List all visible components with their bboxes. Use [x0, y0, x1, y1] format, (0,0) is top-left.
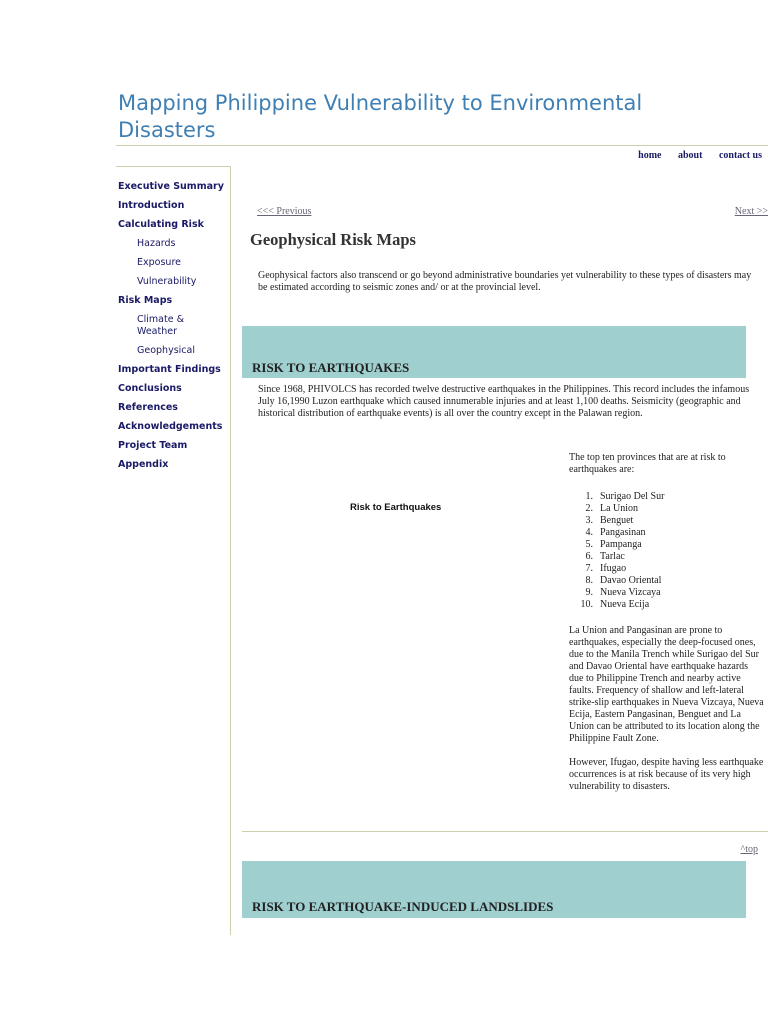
next-page-link[interactable]: Next >>	[734, 206, 768, 217]
nav-home-link[interactable]: home	[638, 150, 662, 161]
sidebar-item-hazards[interactable]: Hazards	[137, 238, 176, 249]
section-header-earthquakes	[242, 326, 746, 378]
sidebar-item-references[interactable]: References	[118, 402, 178, 413]
list-item: 1. Surigao Del Sur	[585, 491, 665, 502]
list-item: 6. Tarlac	[585, 551, 625, 562]
list-item: 2. La Union	[585, 503, 639, 514]
list-item: 3. Benguet	[585, 515, 634, 526]
list-item: 10. Nueva Ecija	[580, 599, 650, 610]
fault-paragraph: La Union and Pangasinan are prone to earthquakes, especially the deep-focused ones, due to the Manila Trench while Surigao del Sur and Davao Oriental have earthquake hazards due to Philippine Trench and nearby active faults. Frequency of shallow and left-lateral strike-slip earthquakes in Nueva Vizcaya, Nueva Ecija, Eastern Pangasinan, Benguet and La Union can be attributed to its location along the Philippine Fault Zone.	[569, 625, 764, 744]
sidebar-item-vulnerability[interactable]: Vulnerability	[137, 276, 197, 287]
sidebar-item-calculating-risk[interactable]: Calculating Risk	[118, 219, 204, 230]
page-heading: Geophysical Risk Maps	[250, 230, 416, 249]
figure-caption: Risk to Earthquakes	[350, 502, 442, 513]
sidebar-item-acknowledgements[interactable]: Acknowledgements	[118, 421, 223, 432]
sidebar-item-important-findings[interactable]: Important Findings	[118, 364, 221, 375]
ifugao-paragraph: However, Ifugao, despite having less earthquake occurrences is at risk because of its very high vulnerability to disasters.	[569, 757, 764, 792]
earthquake-paragraph: Since 1968, PHIVOLCS has recorded twelve destructive earthquakes in the Philippines. This record includes the infamous July 16,1990 Luzon earthquake which caused innumerable injuries and at least 1,100 deaths. Seismicity (geographic and historical distribution of earthquake events) is all over the country except in the Palawan region.	[258, 384, 750, 419]
sidebar-item-appendix[interactable]: Appendix	[118, 459, 169, 470]
section-heading-landslides: RISK TO EARTHQUAKE-INDUCED LANDSLIDES	[252, 899, 554, 914]
sidebar-item-executive-summary[interactable]: Executive Summary	[118, 181, 224, 192]
list-intro: The top ten provinces that are at risk to earthquakes are:	[569, 452, 726, 475]
title-divider	[116, 145, 768, 146]
province-ranking-list	[569, 491, 768, 611]
list-item: 9. Nueva Vizcaya	[585, 587, 661, 598]
sidebar	[116, 166, 231, 935]
top-nav	[624, 150, 762, 161]
section-header-landslides	[242, 861, 746, 918]
list-item: 7. Ifugao	[585, 563, 627, 574]
list-item: 8. Davao Oriental	[585, 575, 662, 586]
previous-page-link[interactable]: <<< Previous	[257, 206, 312, 217]
province-column	[569, 452, 768, 793]
list-item: 4. Pangasinan	[585, 527, 646, 538]
nav-about-link[interactable]: about	[677, 150, 703, 161]
nav-contact-link[interactable]: contact us	[718, 150, 762, 161]
intro-paragraph: Geophysical factors also transcend or go beyond administrative boundaries yet vulnerability to these types of disasters may be estimated according to seismic zones and/ or at the provincial level.	[258, 270, 752, 293]
back-to-top-link[interactable]: ^top	[740, 844, 758, 855]
sidebar-item-geophysical[interactable]: Geophysical	[137, 345, 195, 356]
sidebar-item-conclusions[interactable]: Conclusions	[118, 383, 182, 394]
sidebar-item-project-team[interactable]: Project Team	[118, 440, 188, 451]
sidebar-item-risk-maps[interactable]: Risk Maps	[118, 295, 173, 306]
sidebar-item-introduction[interactable]: Introduction	[118, 200, 185, 211]
section-divider	[242, 831, 768, 832]
section-heading-earthquakes: RISK TO EARTHQUAKES	[252, 360, 410, 375]
site-title: Mapping Philippine Vulnerability to Environmental Disasters	[118, 91, 643, 142]
sidebar-nav	[118, 181, 230, 478]
sidebar-item-exposure[interactable]: Exposure	[137, 257, 181, 268]
list-item: 5. Pampanga	[585, 539, 642, 550]
sidebar-item-climate-weather[interactable]: Climate & Weather	[137, 314, 184, 337]
